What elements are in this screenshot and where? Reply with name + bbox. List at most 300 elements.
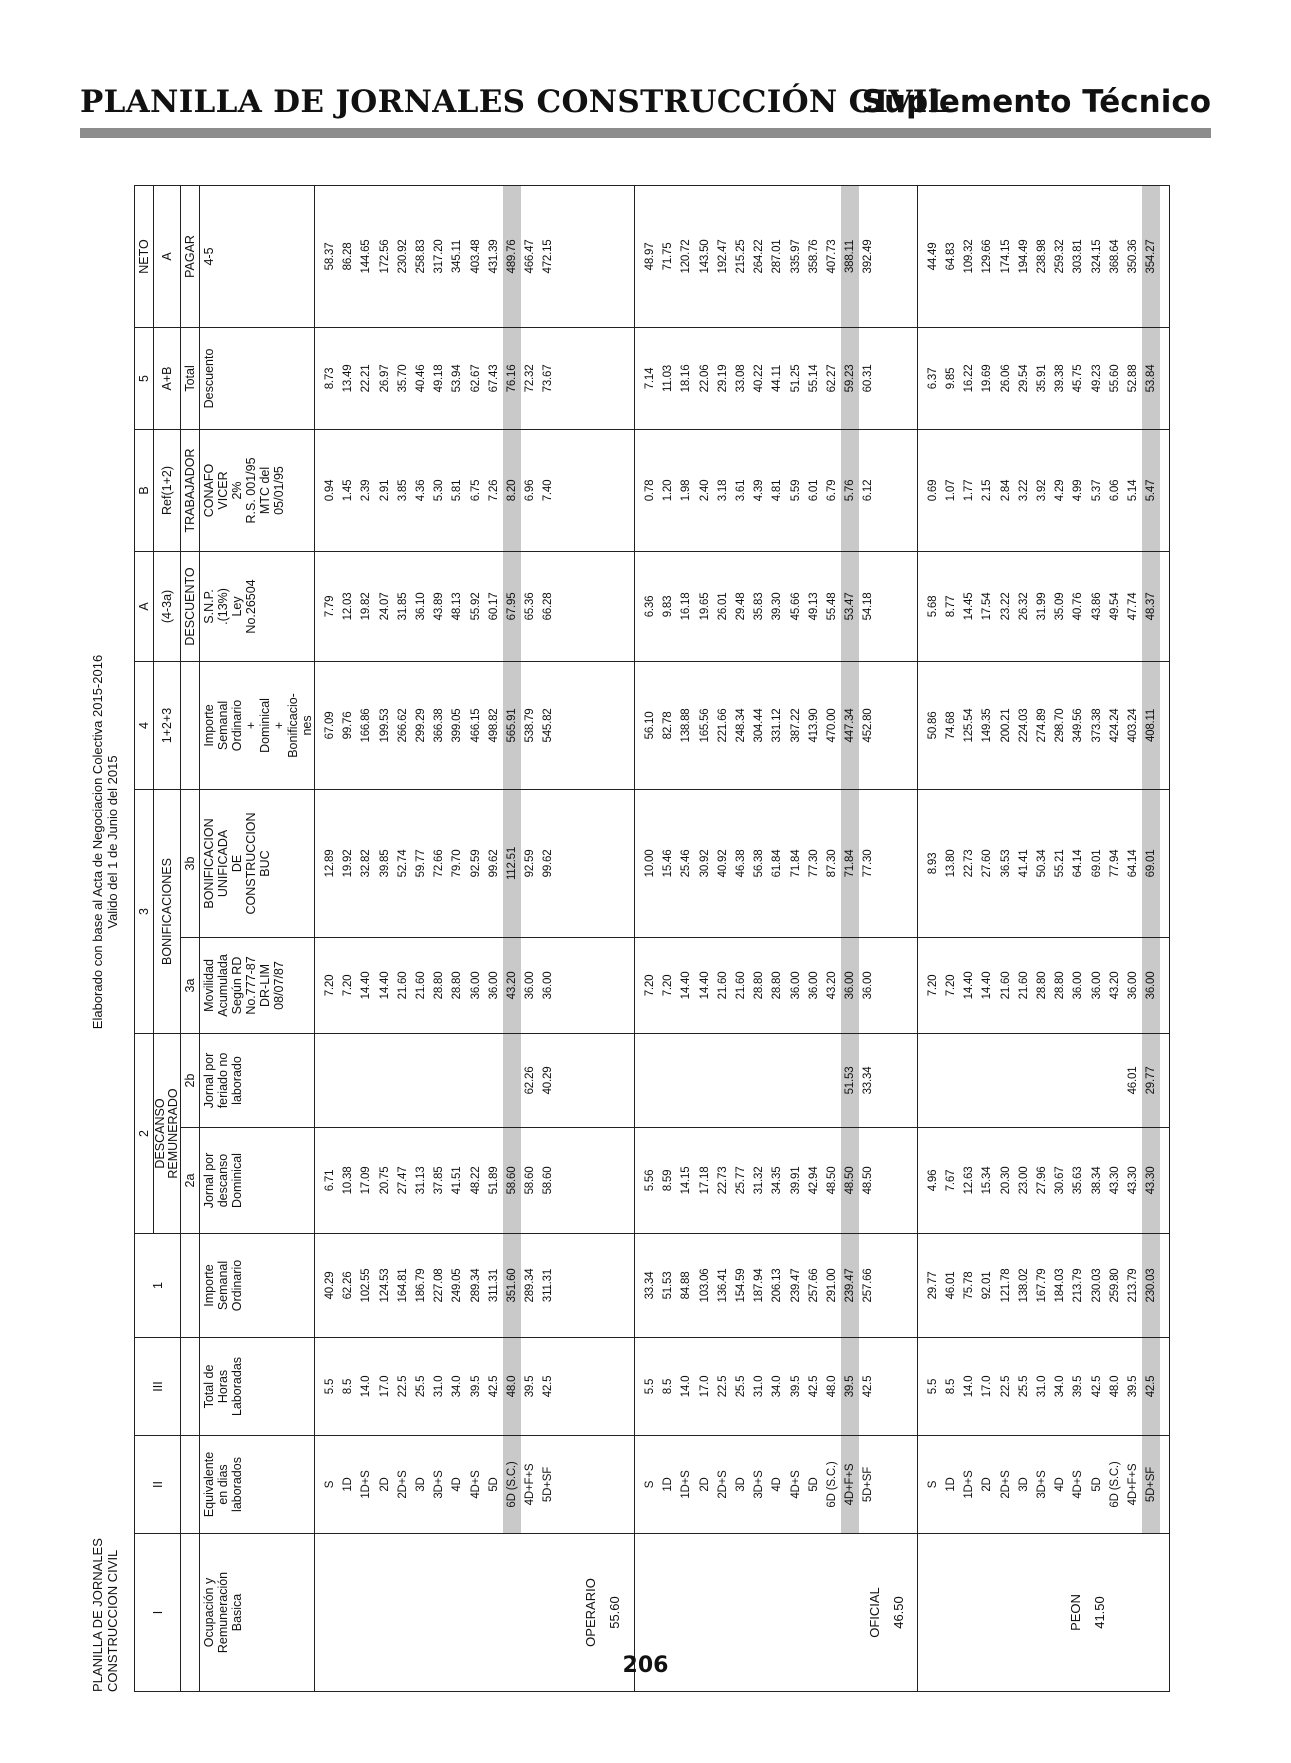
table-value: 13.80	[945, 849, 958, 878]
desc-line: +	[244, 721, 258, 730]
hdr-formula-5: A+B	[154, 327, 181, 429]
column-cell-total4	[635, 661, 918, 789]
desc-line: Semanal	[216, 700, 230, 751]
table-value: 33.34	[644, 1271, 657, 1300]
table-value: 1D	[342, 1477, 355, 1492]
table-value: 2.15	[981, 479, 994, 502]
table-value: 3.22	[1017, 479, 1030, 502]
table-value: 470.00	[825, 708, 838, 743]
table-value: 14.40	[378, 971, 391, 1000]
table-value: 1.45	[342, 479, 355, 502]
table-value	[1106, 1034, 1124, 1127]
wage-table-wrapper	[134, 186, 1170, 1692]
table-value: 388.11	[841, 186, 859, 327]
table-value	[805, 1034, 823, 1127]
table-value: 39.5	[1126, 1375, 1139, 1398]
column-cell-total4	[917, 661, 1169, 789]
table-value: 2.39	[360, 479, 373, 502]
table-value: 23.22	[999, 592, 1012, 621]
desc-line: Ley	[230, 596, 244, 617]
table-value: 42.5	[862, 1375, 875, 1398]
value-list	[321, 1128, 557, 1233]
table-value: 368.64	[1108, 239, 1121, 274]
table-value: 9.85	[945, 367, 958, 390]
table-value: 34.0	[451, 1375, 464, 1398]
column-cell-snp	[315, 551, 635, 661]
value-list	[924, 790, 1160, 937]
table-value: 17.0	[698, 1375, 711, 1398]
value-list	[321, 1338, 557, 1435]
desc-line: Acumulada	[216, 954, 230, 1017]
table-value: 143.50	[698, 239, 711, 274]
table-value: 39.91	[789, 1166, 802, 1195]
table-value: 27.96	[1035, 1166, 1048, 1195]
table-value: 77.30	[807, 849, 820, 878]
table-value	[942, 1034, 960, 1127]
table-value: 31.85	[396, 592, 409, 621]
column-cell-jornal-dom	[917, 1128, 1169, 1234]
table-value: 174.15	[999, 239, 1012, 274]
table-value: 60.17	[487, 592, 500, 621]
table-value: 53.47	[841, 552, 859, 661]
table-value: 99.62	[542, 849, 555, 878]
table-value: 239.47	[789, 1268, 802, 1303]
table-value: 36.00	[487, 971, 500, 1000]
table-value: 27.47	[396, 1166, 409, 1195]
table-value: 7.20	[644, 974, 657, 997]
table-value: 48.13	[451, 592, 464, 621]
table-value: 25.77	[735, 1166, 747, 1195]
table-value: 28.80	[771, 971, 784, 1000]
table-value: 62.67	[469, 364, 482, 393]
table-value: 48.0	[1108, 1375, 1121, 1398]
table-value: 49.23	[1090, 364, 1103, 393]
table-value	[1033, 1034, 1051, 1127]
table-value: 3.85	[396, 479, 409, 502]
table-value: 19.92	[342, 849, 355, 878]
table-value: 28.80	[753, 971, 766, 1000]
table-value: 299.29	[414, 708, 427, 743]
table-value: 69.01	[1142, 790, 1160, 937]
table-value: 248.34	[735, 708, 747, 743]
table-value: 6.01	[807, 479, 820, 502]
table-value: 5.30	[433, 479, 446, 502]
table-value: 62.26	[524, 1066, 537, 1095]
table-value: 257.66	[862, 1268, 875, 1303]
value-list	[641, 1128, 877, 1233]
hdr-neto-a: A	[154, 185, 181, 327]
column-cell-buc	[315, 789, 635, 937]
table-value	[376, 1034, 394, 1127]
desc-line: Según RD	[230, 956, 244, 1015]
table-value: 28.80	[1035, 971, 1048, 1000]
table-value: 36.00	[789, 971, 802, 1000]
desc-line: Remuneración	[216, 1571, 230, 1654]
table-value: 42.5	[1090, 1375, 1103, 1398]
table-value: 79.70	[451, 849, 464, 878]
table-value: 21.60	[1017, 971, 1030, 1000]
table-value: 164.81	[396, 1268, 409, 1303]
table-value: 1D	[945, 1477, 958, 1492]
header-rule	[80, 128, 1211, 138]
table-value: 14.0	[963, 1375, 976, 1398]
hdr-bonificaciones: BONIFICACIONES	[154, 789, 181, 1033]
table-value: 28.80	[433, 971, 446, 1000]
table-value: 17.18	[698, 1166, 711, 1195]
header-row-descriptions	[200, 185, 315, 1691]
table-value: 424.24	[1108, 708, 1121, 743]
table-value: 4.96	[926, 1169, 939, 1192]
table-value: 51.89	[487, 1166, 500, 1195]
desc-line: 4-5	[202, 247, 216, 266]
desc-line: 08/07/87	[272, 961, 286, 1010]
desc-line: BUC	[258, 850, 272, 877]
desc-line: Basica	[230, 1593, 244, 1632]
table-value: 43.20	[825, 971, 838, 1000]
desc-line: DE	[230, 854, 244, 873]
hdr-col-neto: NETO	[135, 185, 154, 327]
desc-line: 05/01/95	[272, 466, 286, 515]
table-value: 144.65	[360, 239, 373, 274]
hdr-label-A: DESCUENTO	[181, 551, 200, 661]
table-value: 6.06	[1108, 479, 1121, 502]
table-value: 19.69	[981, 364, 994, 393]
table-value: 1.20	[662, 479, 675, 502]
table-value: 230.92	[396, 239, 409, 274]
table-value: 7.79	[324, 595, 336, 618]
table-value: 304.44	[753, 708, 766, 743]
table-value: 3.61	[735, 479, 747, 502]
table-value: 55.92	[469, 592, 482, 621]
table-value: 14.40	[981, 971, 994, 1000]
table-value: 20.30	[999, 1166, 1012, 1195]
table-value: 194.49	[1017, 239, 1030, 274]
table-value: 55.21	[1054, 849, 1067, 878]
desc-line: feriado no	[216, 1052, 230, 1109]
occupation-name: PEON	[1067, 1594, 1083, 1631]
table-value: 71.84	[841, 790, 859, 937]
table-value: 466.47	[524, 239, 537, 274]
hdr-col-1: 1	[135, 1234, 181, 1338]
value-list	[321, 1034, 557, 1127]
table-value: 28.80	[1054, 971, 1067, 1000]
hdr-desc-B	[200, 429, 315, 551]
desc-line: Ordinario	[230, 1259, 244, 1312]
table-value: 3D	[1017, 1477, 1030, 1492]
table-value: 11.03	[662, 365, 675, 392]
table-caption-center	[90, 592, 120, 1092]
column-cell-horas	[315, 1338, 635, 1436]
table-value: 538.79	[524, 708, 537, 743]
table-value: 5.5	[644, 1378, 657, 1395]
table-value: 349.56	[1072, 708, 1085, 743]
table-value: 74.68	[945, 711, 958, 740]
table-value: 62.26	[342, 1271, 355, 1300]
table-value: 73.67	[542, 364, 555, 393]
table-value: 452.80	[862, 708, 875, 743]
table-value: 266.62	[396, 708, 409, 743]
table-value: 21.60	[716, 971, 729, 1000]
table-value: 407.73	[825, 239, 838, 274]
value-list	[321, 430, 557, 551]
table-value: 39.5	[1072, 1375, 1085, 1398]
occupation-group-row	[315, 185, 635, 1691]
table-value: 82.78	[662, 711, 675, 740]
table-value: 489.76	[503, 186, 521, 327]
table-value: 227.08	[433, 1268, 446, 1303]
column-cell-dias	[917, 1436, 1169, 1534]
table-value: 2.40	[698, 479, 711, 502]
table-value: 264.22	[753, 239, 766, 274]
table-value: 48.0	[825, 1375, 838, 1398]
table-value: 1D+S	[963, 1470, 976, 1499]
table-value: 14.0	[360, 1375, 373, 1398]
table-value: 5.5	[926, 1378, 939, 1395]
table-value: 31.0	[753, 1375, 766, 1398]
table-value: 18.16	[680, 364, 693, 393]
desc-line: Total de	[202, 1364, 216, 1409]
hdr-desc-III	[200, 1338, 315, 1436]
table-value: 403.24	[1126, 708, 1139, 743]
table-value: 24.07	[378, 592, 391, 621]
desc-line: CONAFO	[202, 463, 216, 518]
table-value: 3D	[735, 1477, 747, 1492]
table-value: 4.81	[771, 479, 784, 502]
table-value: 4D+S	[469, 1470, 482, 1499]
table-value: 25.5	[1017, 1375, 1030, 1398]
table-value: 42.5	[542, 1375, 555, 1398]
table-value: 42.94	[807, 1166, 820, 1195]
table-value: 6D (S.C.)	[1108, 1461, 1121, 1508]
desc-line: Importe	[202, 704, 216, 747]
table-value: 431.39	[487, 239, 500, 274]
value-list	[321, 1436, 557, 1533]
table-value: 6.79	[825, 479, 838, 502]
page-header-section: Suplemento Técnico	[861, 84, 1211, 120]
hdr-desc-5	[200, 327, 315, 429]
table-value	[750, 1034, 768, 1127]
table-value: 335.97	[789, 239, 802, 274]
table-value: 34.0	[771, 1375, 784, 1398]
desc-line: Horas	[216, 1369, 230, 1404]
table-value: 366.38	[433, 708, 446, 743]
table-value: 55.14	[807, 364, 820, 393]
table-value: 22.5	[999, 1375, 1012, 1398]
table-value: 109.32	[963, 239, 976, 274]
hdr-neto-pagar: PAGAR	[181, 185, 200, 327]
table-value: 413.90	[807, 708, 820, 743]
table-value: 77.94	[1108, 849, 1121, 878]
table-value: 21.60	[414, 971, 427, 1000]
table-value	[1051, 1034, 1069, 1127]
hdr-desc-3a	[200, 937, 315, 1033]
hdr-col-3: 3	[135, 789, 154, 1033]
table-value	[696, 1034, 714, 1127]
caption-left-line2: CONSTRUCCION CIVIL	[105, 1549, 120, 1692]
table-value: 6.37	[926, 367, 939, 390]
table-value: 52.88	[1126, 364, 1139, 393]
table-value: 56.38	[753, 849, 766, 878]
table-value: 1.77	[963, 479, 976, 502]
occupation-rate: 41.50	[1091, 1596, 1107, 1629]
table-value: 49.13	[807, 592, 820, 621]
table-value: 373.38	[1090, 708, 1103, 743]
table-value: 3D+S	[433, 1470, 446, 1499]
table-value: 4.29	[1054, 479, 1067, 502]
hdr-col-I: I	[135, 1534, 181, 1692]
table-value: 14.15	[680, 1166, 693, 1195]
table-value	[787, 1034, 805, 1127]
column-cell-dias	[315, 1436, 635, 1534]
table-value: 35.09	[1054, 592, 1067, 621]
table-value: 350.36	[1126, 239, 1139, 274]
table-value: 43.30	[1108, 1166, 1121, 1195]
hdr-desc-II	[200, 1436, 315, 1534]
table-value: 26.97	[378, 364, 391, 393]
table-value: 6D (S.C.)	[503, 1436, 521, 1533]
desc-line: Dominical	[258, 698, 272, 753]
desc-line: descanso	[216, 1153, 230, 1208]
table-value: 43.30	[1142, 1128, 1160, 1233]
table-value: 5D	[807, 1477, 820, 1492]
value-list	[924, 430, 1160, 551]
table-value: 2D+S	[999, 1470, 1012, 1499]
table-value: 354.27	[1142, 186, 1160, 327]
column-cell-neto	[315, 185, 635, 327]
table-value: 99.62	[487, 849, 500, 878]
hdr-desc-3b	[200, 789, 315, 937]
table-value: 403.48	[469, 239, 482, 274]
table-value: 3D+S	[1035, 1470, 1048, 1499]
table-value: 17.0	[378, 1375, 391, 1398]
column-cell-horas	[635, 1338, 918, 1436]
value-list	[924, 938, 1160, 1033]
table-value: 14.0	[680, 1375, 693, 1398]
table-value: 3D	[414, 1477, 427, 1492]
table-value: 291.00	[825, 1268, 838, 1303]
column-cell-neto	[635, 185, 918, 327]
table-value: 206.13	[771, 1268, 784, 1303]
column-cell-buc	[917, 789, 1169, 937]
table-value: 87.30	[825, 849, 838, 878]
desc-line: 2%	[230, 481, 244, 500]
table-value	[357, 1034, 375, 1127]
table-value: 4D+S	[789, 1470, 802, 1499]
occupation-name: OFICIAL	[867, 1587, 883, 1638]
table-value: 58.60	[503, 1128, 521, 1233]
table-value: 36.00	[1072, 971, 1085, 1000]
table-value: 61.84	[771, 849, 784, 878]
table-value: 8.5	[342, 1378, 355, 1395]
table-value: 287.01	[771, 239, 784, 274]
table-value: 9.83	[662, 595, 675, 618]
table-value: 154.59	[735, 1268, 747, 1303]
table-value: 311.31	[542, 1268, 555, 1303]
table-value: 38.34	[1090, 1166, 1103, 1195]
table-value: 86.28	[342, 242, 355, 271]
value-list	[641, 186, 877, 327]
occupation-group-row	[917, 185, 1169, 1691]
table-value: 238.98	[1035, 239, 1048, 274]
table-value: 40.92	[716, 849, 729, 878]
table-value: 35.83	[753, 592, 766, 621]
table-value: 10.38	[342, 1166, 355, 1195]
table-value: 62.27	[825, 364, 838, 393]
table-value	[768, 1034, 786, 1127]
table-value: 58.37	[324, 242, 336, 271]
hdr-descanso: DESCANSO	[153, 1098, 167, 1169]
table-value: 50.34	[1035, 849, 1048, 878]
table-value: 36.10	[414, 592, 427, 621]
hdr-col-A: A	[135, 551, 154, 661]
column-cell-jornal-fer	[315, 1033, 635, 1127]
table-value: 36.00	[542, 971, 555, 1000]
table-value	[823, 1034, 841, 1127]
column-cell-total4	[315, 661, 635, 789]
table-value: 259.32	[1054, 239, 1067, 274]
table-value: 5.56	[644, 1169, 657, 1192]
table-value: 25.5	[735, 1375, 747, 1398]
table-value: 49.18	[433, 364, 446, 393]
hdr-col-4: 4	[135, 661, 154, 789]
table-value: 224.03	[1017, 708, 1030, 743]
table-value: 55.48	[825, 592, 838, 621]
caption-center-line2: Valido del 1 de Junio del 2015	[105, 755, 120, 929]
table-value: 20.75	[378, 1166, 391, 1195]
table-value: 56.10	[644, 711, 657, 740]
page-number: 206	[622, 1653, 669, 1678]
table-value: 41.51	[451, 1166, 464, 1195]
value-list	[641, 1436, 877, 1533]
table-value: 14.45	[963, 592, 976, 621]
column-cell-horas	[917, 1338, 1169, 1436]
table-value: 39.85	[378, 849, 391, 878]
value-list	[321, 938, 557, 1033]
table-value: 14.40	[698, 971, 711, 1000]
table-value: 1.98	[680, 479, 693, 502]
table-value: 2D	[378, 1477, 391, 1492]
table-value: 2.91	[378, 479, 391, 502]
desc-line: Movilidad	[202, 959, 216, 1012]
table-value: 26.32	[1017, 592, 1030, 621]
table-value: 14.40	[963, 971, 976, 1000]
hdr-sub-3a: 3a	[181, 937, 200, 1033]
table-value: 311.31	[487, 1268, 500, 1303]
hdr-col-II: II	[135, 1436, 181, 1534]
table-value: 239.47	[841, 1234, 859, 1337]
table-value: 99.76	[342, 711, 355, 740]
table-value	[659, 1034, 677, 1127]
table-value: 76.16	[503, 328, 521, 429]
table-value: 66.28	[542, 592, 555, 621]
table-value: 14.40	[360, 971, 373, 1000]
desc-line: laborados	[230, 1457, 244, 1512]
table-value: 8.93	[926, 852, 939, 875]
occupation-name: OPERARIO	[583, 1578, 598, 1647]
table-value: 4D+F+S	[1126, 1463, 1139, 1506]
table-value: 6.12	[862, 479, 875, 502]
table-value: 8.5	[662, 1378, 675, 1395]
table-value: 35.63	[1072, 1166, 1085, 1195]
hdr-formula-4: 1+2+3	[154, 661, 181, 789]
table-value: S	[324, 1480, 336, 1489]
table-value: 36.00	[807, 971, 820, 1000]
hdr-sub-2a: 2a	[181, 1128, 200, 1234]
desc-line: MTC del	[258, 466, 272, 515]
table-value: 64.14	[1072, 849, 1085, 878]
desc-line: nes	[300, 715, 314, 736]
table-value: 5.76	[841, 430, 859, 551]
